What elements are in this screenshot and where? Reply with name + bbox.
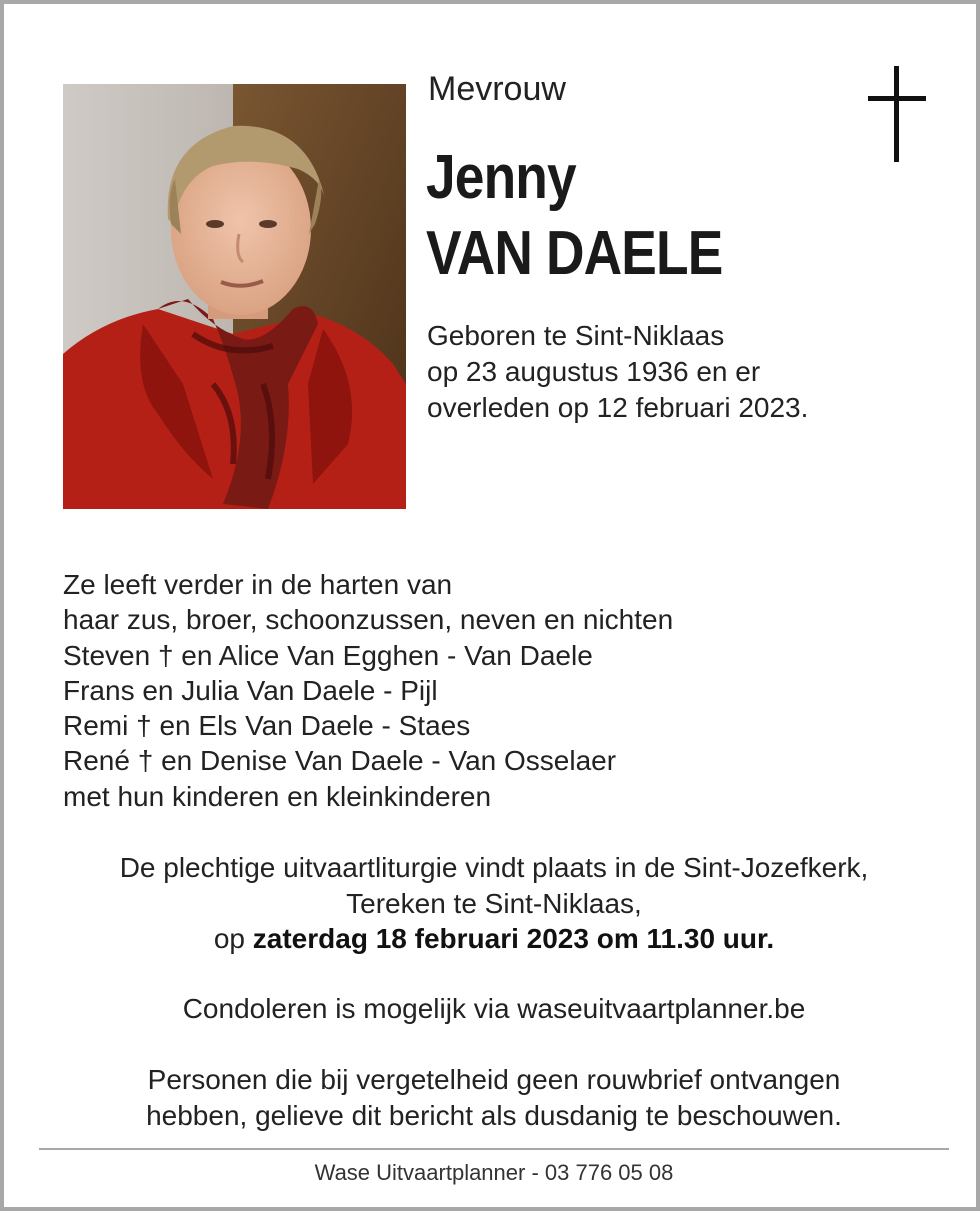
- deceased-last-name: VAN DAELE: [426, 219, 723, 288]
- funeral-service-info: [4, 850, 980, 957]
- birth-line: op 23 augustus 1936 en er: [427, 356, 761, 387]
- service-date: zaterdag 18 februari 2023 om 11.30 uur.: [252, 923, 775, 954]
- family-line: haar zus, broer, schoonzussen, neven en nichten: [63, 604, 674, 636]
- service-line: Tereken te Sint-Niklaas,: [346, 887, 642, 919]
- mourning-letter-notice: [4, 1062, 980, 1133]
- family-line: René † en Denise Van Daele - Van Osselaer: [63, 745, 617, 777]
- family-line: Remi † en Els Van Daele - Staes: [63, 710, 471, 742]
- service-prefix: op: [213, 923, 253, 954]
- service-date-line: [4, 921, 980, 957]
- deceased-first-name: Jenny: [426, 143, 576, 212]
- family-list: [63, 567, 673, 814]
- service-line: De plechtige uitvaartliturgie vindt plaats in de Sint-Jozefkerk,: [119, 852, 869, 883]
- notice-line: hebben, gelieve dit bericht als dusdanig te beschouwen.: [146, 1099, 842, 1131]
- birth-death-details: [427, 318, 808, 426]
- honorific: Mevrouw: [428, 70, 566, 108]
- birth-line: Geboren te Sint-Niklaas: [427, 320, 725, 351]
- family-line: Ze leeft verder in de harten van: [63, 569, 453, 600]
- condolence-info: Condoleren is mogelijk via waseuitvaartplanner.be: [182, 993, 806, 1024]
- footer-divider: [39, 1148, 949, 1150]
- family-line: Steven † en Alice Van Egghen - Van Daele: [63, 639, 593, 671]
- cross-icon: [868, 66, 926, 162]
- family-line: Frans en Julia Van Daele - Pijl: [63, 674, 438, 706]
- portrait-photo: [63, 84, 406, 509]
- portrait-illustration: [63, 84, 406, 509]
- funeral-home-footer: Wase Uitvaartplanner - 03 776 05 08: [314, 1160, 674, 1185]
- birth-line: overleden op 12 februari 2023.: [427, 392, 809, 423]
- notice-line: Personen die bij vergetelheid geen rouwbrief ontvangen: [147, 1064, 841, 1095]
- family-line: met hun kinderen en kleinkinderen: [63, 780, 492, 812]
